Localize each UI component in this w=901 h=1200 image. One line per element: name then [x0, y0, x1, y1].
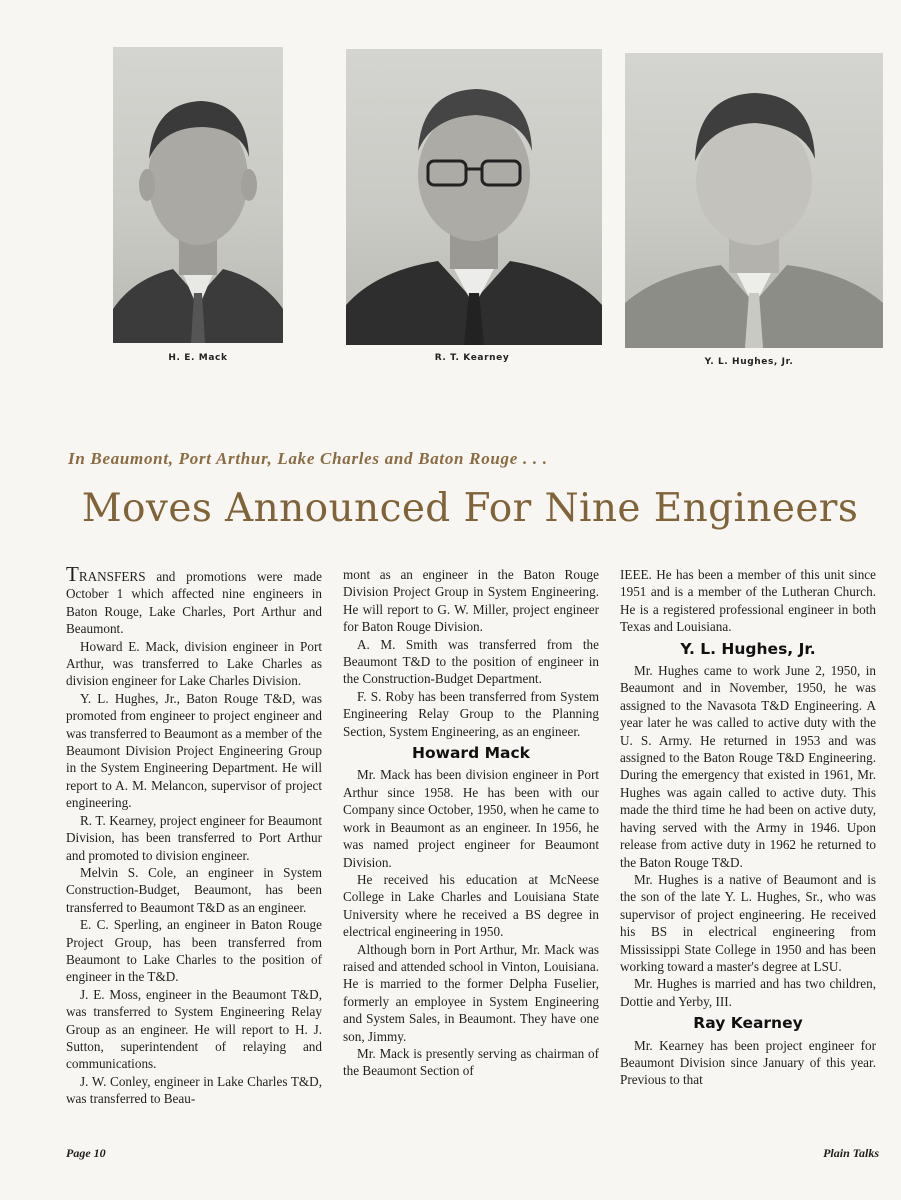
article-kicker: In Beaumont, Port Arthur, Lake Charles and Baton Rouge . . .: [68, 449, 548, 468]
article-column-1: [66, 562, 322, 1108]
article-column-2: [343, 566, 599, 1080]
paragraph: Y. L. Hughes, Jr., Baton Rouge T&D, was promoted from engineer to project engineer and was transferred to Beaumont as a member of the Beaumont Division Project Engineering Group in the System Engineering Department. He will report to A. M. Melancon, supervisor of project engineering.: [66, 690, 322, 811]
photo-r-t-kearney: [346, 49, 602, 345]
article-column-3: [620, 566, 876, 1089]
paragraph: TRANSFERS and promotions were made October 1 which affected nine engineers in Baton Rouge, Lake Charles, Port Arthur and Beaumont.: [66, 562, 322, 637]
section-heading-howard-mack: Howard Mack: [412, 744, 530, 763]
photo-y-l-hughes: [625, 53, 883, 348]
portrait-silhouette-1: [113, 47, 283, 343]
paragraph: E. C. Sperling, an engineer in Baton Rouge Project Group, has been transferred from Beaumont to Lake Charles to the position of engineer in the T&D.: [66, 917, 322, 985]
paragraph: mont as an engineer in the Baton Rouge Division Project Group in System Engineering. He will report to G. W. Miller, project engineer for Baton Rouge Division.: [343, 567, 599, 635]
photo-caption: R. T. Kearney: [434, 353, 510, 363]
article-headline: Moves Announced For Nine Engineers: [81, 486, 859, 531]
portrait-silhouette-2: [346, 49, 602, 345]
paragraph: Howard E. Mack, division engineer in Port Arthur, was transferred to Lake Charles as division engineer for Lake Charles Division.: [66, 638, 322, 689]
paragraph: A. M. Smith was transferred from the Beaumont T&D to the position of engineer in the Construction-Budget Department.: [343, 636, 599, 687]
paragraph: Although born in Port Arthur, Mr. Mack was raised and attended school in Vinton, Louisiana. He is married to the former Delpha Fuselier, formerly an employee in System Engineering and System Sales, in Beaumont. They have one son, Jimmy.: [343, 941, 599, 1044]
page-number: Page 10: [66, 1146, 106, 1160]
paragraph: Mr. Kearney has been project engineer for Beaumont Division since January of this year. Previous to that: [620, 1037, 876, 1088]
paragraph: R. T. Kearney, project engineer for Beaumont Division, has been transferred to Port Arthur and promoted to division engineer.: [66, 812, 322, 863]
photo-h-e-mack: [113, 47, 283, 343]
paragraph: Mr. Hughes is a native of Beaumont and is the son of the late Y. L. Hughes, Sr., who was supervisor of project engineering. He received his BS in electrical engineering from Mississippi State College in 1950 and has been working toward a master's degree at LSU.: [620, 871, 876, 974]
paragraph: F. S. Roby has been transferred from System Engineering Relay Group to the Planning Section, System Engineering, as an engineer.: [343, 688, 599, 739]
photo-caption: Y. L. Hughes, Jr.: [704, 357, 794, 367]
paragraph: Mr. Hughes is married and has two children, Dottie and Yerby, III.: [620, 976, 876, 1009]
paragraph: Mr. Mack has been division engineer in Port Arthur since 1958. He has been with our Company since October, 1950, when he came to work in Beaumont as an engineer. In 1956, he was named project engineer for Beaumont Division.: [343, 767, 599, 870]
paragraph: J. W. Conley, engineer in Lake Charles T&D, was transferred to Beau-: [66, 1073, 322, 1107]
publication-name: Plain Talks: [823, 1146, 879, 1160]
paragraph: IEEE. He has been a member of this unit since 1951 and is a member of the Lutheran Church. He is a registered professional engineer in both Texas and Louisiana.: [620, 567, 876, 635]
portrait-silhouette-3: [625, 53, 883, 348]
paragraph: J. E. Moss, engineer in the Beaumont T&D, was transferred to System Engineering Relay Group as an engineer. He will report to H. J. Sutton, superintendent of relaying and communications.: [66, 986, 322, 1072]
paragraph: He received his education at McNeese College in Lake Charles and Louisiana State University where he received a BS degree in electrical engineering in 1950.: [343, 871, 599, 940]
paragraph: Melvin S. Cole, an engineer in System Construction-Budget, Beaumont, has been transferred to Beaumont T&D as an engineer.: [66, 864, 322, 915]
paragraph: Mr. Hughes came to work June 2, 1950, in Beaumont and in November, 1950, he was assigned to the Navasota T&D Engineering. A year later he was called to active duty with the U. S. Army. He returned in 1953 and was assigned to the Baton Rouge T&D Engineering. During the emergency that existed in 1961, Mr. Hughes was again called to active duty. This made the third time he had been on active duty, having served with the Army in 1946. Upon release from active duty in 1962 he returned to the Baton Rouge T&D.: [620, 663, 876, 870]
section-heading-ray-kearney: Ray Kearney: [693, 1014, 803, 1033]
paragraph: Mr. Mack is presently serving as chairman of the Beaumont Section of: [343, 1045, 599, 1079]
section-heading-y-l-hughes: Y. L. Hughes, Jr.: [680, 639, 816, 658]
photo-caption: H. E. Mack: [168, 353, 228, 363]
